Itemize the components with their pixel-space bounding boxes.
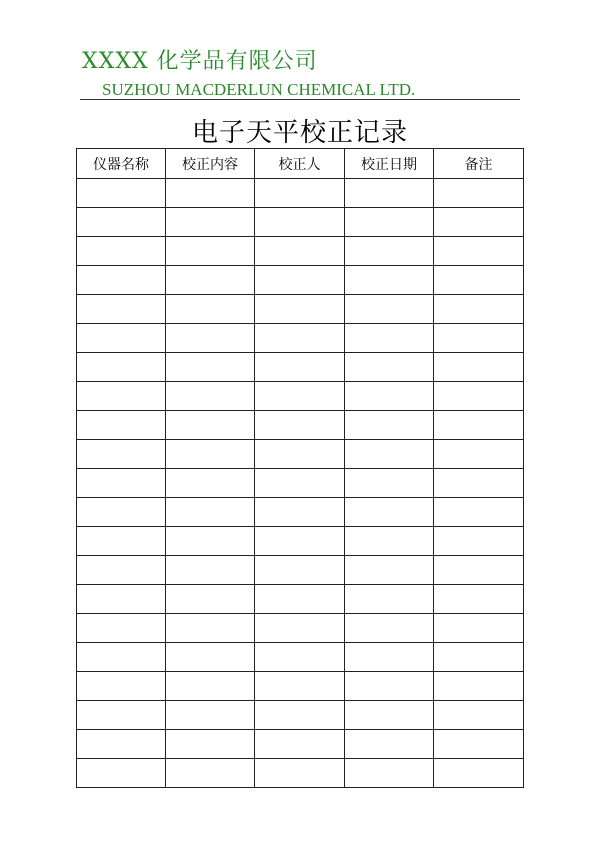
table-cell[interactable] — [255, 353, 345, 382]
table-cell[interactable] — [166, 179, 255, 208]
table-cell[interactable] — [434, 643, 524, 672]
table-cell[interactable] — [77, 527, 166, 556]
table-cell[interactable] — [345, 324, 434, 353]
table-cell[interactable] — [166, 701, 255, 730]
table-cell[interactable] — [345, 440, 434, 469]
table-cell[interactable] — [345, 353, 434, 382]
table-cell[interactable] — [345, 672, 434, 701]
table-cell[interactable] — [434, 382, 524, 411]
table-cell[interactable] — [255, 527, 345, 556]
table-cell[interactable] — [77, 382, 166, 411]
table-cell[interactable] — [166, 469, 255, 498]
table-cell[interactable] — [77, 701, 166, 730]
table-cell[interactable] — [255, 585, 345, 614]
table-cell[interactable] — [434, 672, 524, 701]
table-row — [77, 643, 524, 672]
table-cell[interactable] — [166, 295, 255, 324]
table-row — [77, 730, 524, 759]
table-cell[interactable] — [166, 556, 255, 585]
table-body — [77, 179, 524, 788]
header-divider — [80, 99, 520, 100]
table-cell[interactable] — [77, 614, 166, 643]
table-cell[interactable] — [77, 672, 166, 701]
table-cell[interactable] — [345, 295, 434, 324]
table-cell[interactable] — [255, 208, 345, 237]
table-cell[interactable] — [255, 266, 345, 295]
table-cell[interactable] — [255, 237, 345, 266]
column-header-calibration-date: 校正日期 — [345, 149, 434, 179]
table-cell[interactable] — [434, 208, 524, 237]
table-cell[interactable] — [166, 498, 255, 527]
table-cell[interactable] — [434, 266, 524, 295]
table-row — [77, 556, 524, 585]
table-cell[interactable] — [255, 759, 345, 788]
table-cell[interactable] — [77, 440, 166, 469]
column-header-remarks: 备注 — [434, 149, 524, 179]
table-cell[interactable] — [434, 759, 524, 788]
table-row — [77, 208, 524, 237]
table-cell[interactable] — [345, 498, 434, 527]
table-cell[interactable] — [166, 237, 255, 266]
table-cell[interactable] — [77, 295, 166, 324]
table-cell[interactable] — [166, 585, 255, 614]
table-cell[interactable] — [434, 411, 524, 440]
table-cell[interactable] — [345, 237, 434, 266]
table-cell[interactable] — [166, 730, 255, 759]
table-cell[interactable] — [255, 179, 345, 208]
table-row — [77, 527, 524, 556]
table-cell[interactable] — [255, 556, 345, 585]
table-cell[interactable] — [77, 266, 166, 295]
table-header-row — [77, 149, 524, 179]
table-row — [77, 672, 524, 701]
table-cell[interactable] — [434, 527, 524, 556]
table-cell[interactable] — [77, 353, 166, 382]
table-cell[interactable] — [434, 701, 524, 730]
table-cell[interactable] — [345, 730, 434, 759]
table-cell[interactable] — [77, 179, 166, 208]
table-cell[interactable] — [166, 208, 255, 237]
table-cell[interactable] — [255, 295, 345, 324]
table-cell[interactable] — [255, 701, 345, 730]
table-cell[interactable] — [166, 527, 255, 556]
column-header-calibrator: 校正人 — [255, 149, 345, 179]
table-cell[interactable] — [434, 614, 524, 643]
table-cell[interactable] — [345, 527, 434, 556]
table-cell[interactable] — [77, 469, 166, 498]
table-cell[interactable] — [434, 469, 524, 498]
table-cell[interactable] — [77, 556, 166, 585]
table-cell[interactable] — [434, 440, 524, 469]
table-cell[interactable] — [255, 643, 345, 672]
table-cell[interactable] — [345, 411, 434, 440]
table-cell[interactable] — [345, 643, 434, 672]
table-cell[interactable] — [434, 556, 524, 585]
table-cell[interactable] — [255, 672, 345, 701]
company-name-english: SUZHOU MACDERLUN CHEMICAL LTD. — [102, 80, 416, 99]
table-row — [77, 614, 524, 643]
table-row — [77, 498, 524, 527]
table-cell[interactable] — [255, 614, 345, 643]
table-cell[interactable] — [345, 585, 434, 614]
table-cell[interactable] — [434, 353, 524, 382]
table-cell[interactable] — [255, 469, 345, 498]
table-cell[interactable] — [434, 179, 524, 208]
table-cell[interactable] — [166, 614, 255, 643]
calibration-record-table — [76, 148, 524, 788]
table-cell[interactable] — [434, 730, 524, 759]
table-cell[interactable] — [434, 237, 524, 266]
table-cell[interactable] — [77, 208, 166, 237]
table-row — [77, 295, 524, 324]
table-cell[interactable] — [345, 614, 434, 643]
table-cell[interactable] — [345, 469, 434, 498]
table-cell[interactable] — [255, 411, 345, 440]
column-header-calibration-content: 校正内容 — [166, 149, 255, 179]
table-cell[interactable] — [166, 759, 255, 788]
table-cell[interactable] — [77, 324, 166, 353]
table-row — [77, 585, 524, 614]
table-row — [77, 324, 524, 353]
table-cell[interactable] — [166, 353, 255, 382]
table-cell[interactable] — [77, 498, 166, 527]
table-cell[interactable] — [345, 382, 434, 411]
table-row — [77, 266, 524, 295]
table-cell[interactable] — [345, 701, 434, 730]
table-cell[interactable] — [255, 730, 345, 759]
column-header-instrument-name: 仪器名称 — [77, 149, 166, 179]
table-row — [77, 353, 524, 382]
table-cell[interactable] — [166, 382, 255, 411]
table-row — [77, 701, 524, 730]
document-title: 电子天平校正记录 — [191, 118, 408, 148]
table-cell[interactable] — [77, 759, 166, 788]
table-row — [77, 237, 524, 266]
table-row — [77, 411, 524, 440]
table-cell[interactable] — [434, 498, 524, 527]
table-row — [77, 179, 524, 208]
table-cell[interactable] — [166, 440, 255, 469]
table-cell[interactable] — [255, 382, 345, 411]
table-cell[interactable] — [434, 585, 524, 614]
table-cell[interactable] — [434, 295, 524, 324]
table-row — [77, 440, 524, 469]
table-cell[interactable] — [166, 324, 255, 353]
table-cell[interactable] — [166, 672, 255, 701]
table-row — [77, 382, 524, 411]
table-row — [77, 469, 524, 498]
table-cell[interactable] — [166, 266, 255, 295]
table-cell[interactable] — [166, 411, 255, 440]
table-cell[interactable] — [77, 643, 166, 672]
table-cell[interactable] — [255, 440, 345, 469]
table-cell[interactable] — [345, 266, 434, 295]
table-cell[interactable] — [345, 208, 434, 237]
table-cell[interactable] — [77, 585, 166, 614]
table-cell[interactable] — [166, 643, 255, 672]
table-cell[interactable] — [77, 730, 166, 759]
table-cell[interactable] — [77, 237, 166, 266]
table-cell[interactable] — [255, 324, 345, 353]
table-cell[interactable] — [77, 411, 166, 440]
table-cell[interactable] — [345, 179, 434, 208]
table-cell[interactable] — [255, 498, 345, 527]
table-cell[interactable] — [345, 556, 434, 585]
table-cell[interactable] — [434, 324, 524, 353]
company-name-chinese: XXXX 化学品有限公司 — [82, 49, 318, 74]
table-row — [77, 759, 524, 788]
table-cell[interactable] — [345, 759, 434, 788]
